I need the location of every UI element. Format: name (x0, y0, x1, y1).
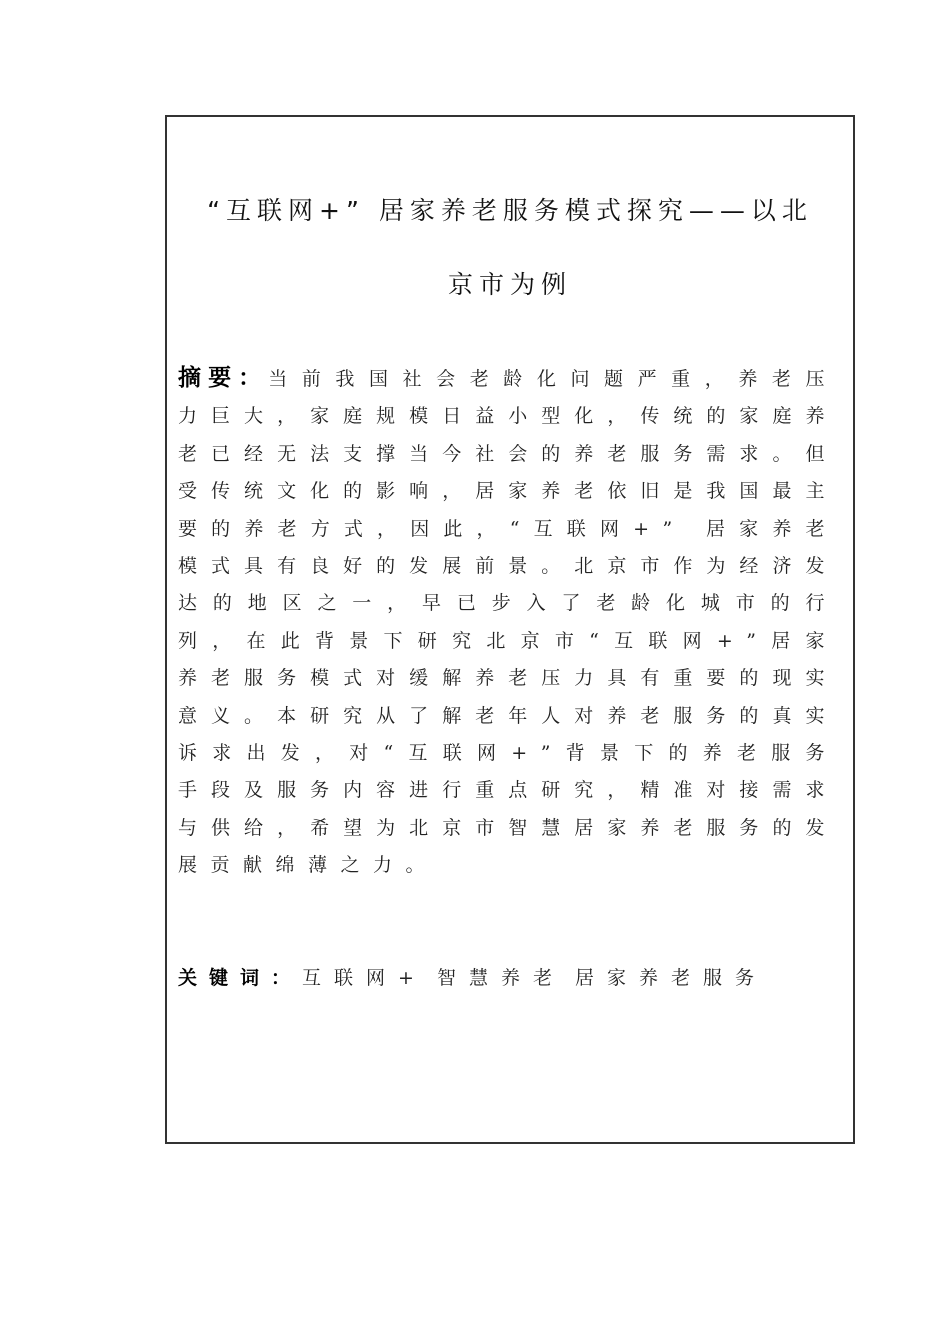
abstract-label: 摘要： (178, 365, 269, 391)
keyword: 智慧养老 (436, 967, 565, 989)
abstract-text: 当前我国社会老龄化问题严重，养老压力巨大，家庭规模日益小型化，传统的家庭养老已经无法支撑当今社会的养老服务需求。但受传统文化的影响，居家养老依旧是我国最主要的养老方式，因此，“互联网+” 居家养老模式具有良好的发展前景。北京市作为经济发达的地区之一，早已步入了老龄化城市的行列，在此背景下研究北京市“互联网+”居家养老服务模式对缓解养老压力具有重要的现实意义。本研究从了解老年人对养老服务的真实诉求出发，对“互联网+”背景下的养老服务手段及服务内容进行重点研究，精准对接需求与供给，希望为北京市智慧居家养老服务的发展贡献绵薄之力。 (178, 368, 838, 877)
keywords-line (178, 963, 777, 990)
keyword: 互联网+ (302, 967, 427, 989)
document-title-line2: 京市为例 (447, 270, 572, 299)
abstract-frame (165, 115, 855, 1144)
abstract-paragraph (178, 360, 838, 885)
keywords-label: 关键词： (178, 967, 303, 989)
keyword: 居家养老服务 (574, 967, 767, 989)
document-title-line1: “互联网+” 居家养老服务模式探究——以北 (207, 196, 813, 225)
